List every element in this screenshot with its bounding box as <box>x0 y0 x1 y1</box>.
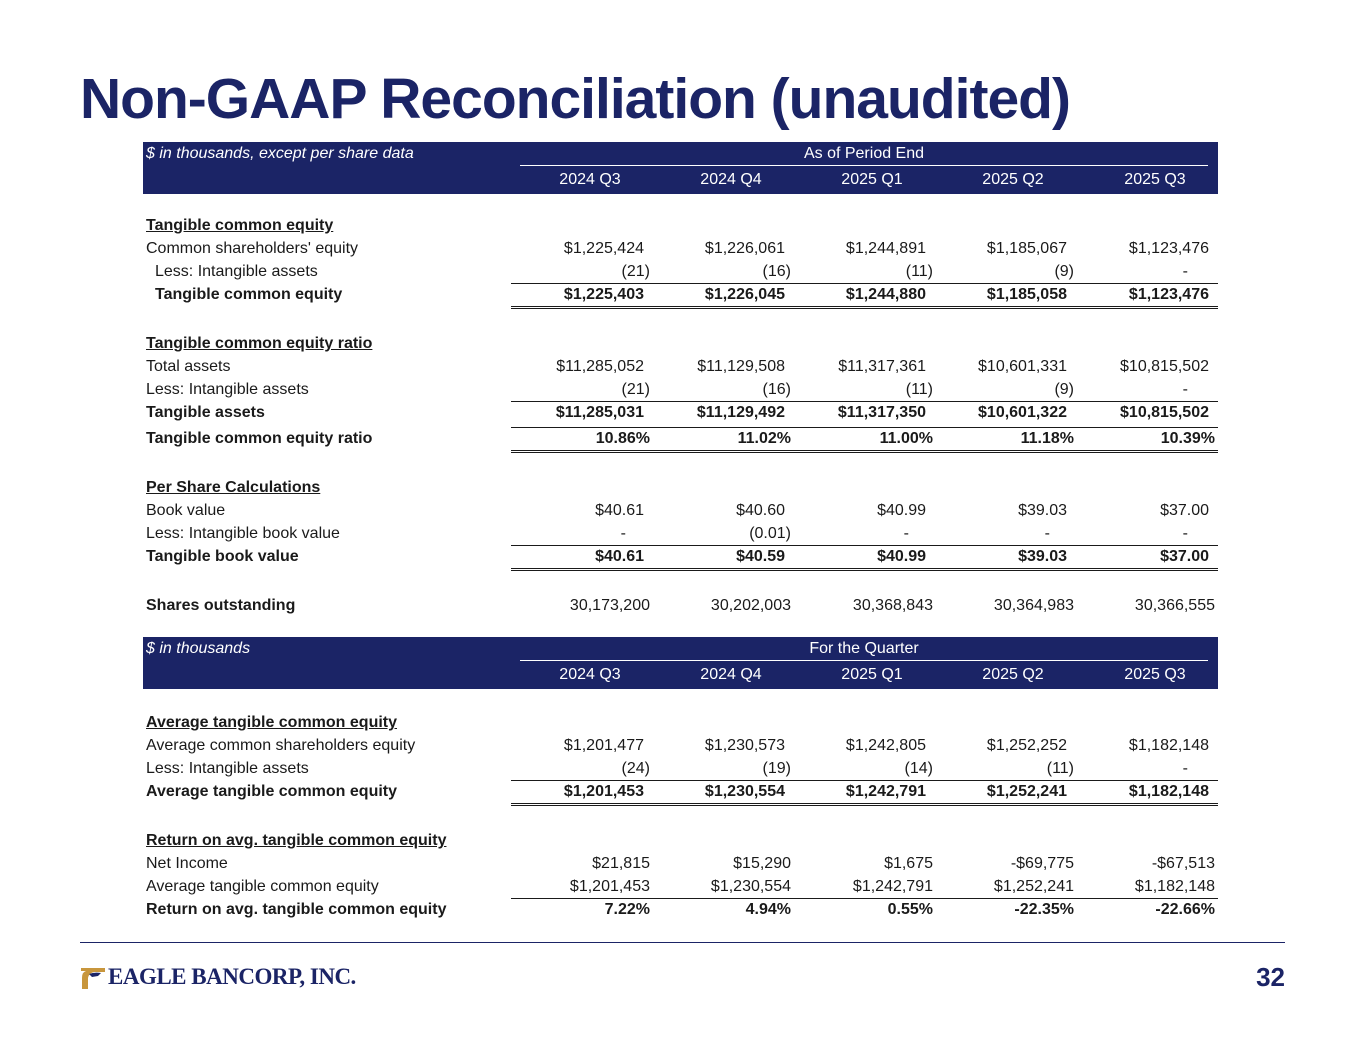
table-row: Average tangible common equity $1,201,453 $1,230,554 $1,242,791 $1,252,241 $1,182,148 <box>146 878 1215 895</box>
section-heading: Return on avg. tangible common equity <box>146 832 447 849</box>
shares-outstanding-row: Shares outstanding 30,173,200 30,202,003 30,368,843 30,364,983 30,366,555 <box>146 597 1215 614</box>
table-row: Net Income $21,815 $15,290 $1,675 -$69,775 -$67,513 <box>146 855 1215 872</box>
column-header: 2025 Q3 <box>1124 666 1186 683</box>
period-end-table <box>143 142 1218 617</box>
table-row-total: Tangible book value $40.61 $40.59 $40.99 $39.03 $37.00 <box>143 545 1218 568</box>
table-row-total: Tangible common equity $1,225,403 $1,226,045 $1,244,880 $1,185,058 $1,123,476 <box>143 283 1218 306</box>
units-label: $ in thousands, except per share data <box>146 145 414 162</box>
column-header: 2025 Q1 <box>841 171 903 188</box>
table-row: Less: Intangible assets (21) (16) (11) (9) - <box>146 381 1188 398</box>
table-row: Common shareholders' equity $1,225,424 $1,226,061 $1,244,891 $1,185,067 $1,123,476 <box>146 240 1209 257</box>
table-row: Total assets $11,285,052 $11,129,508 $11,317,361 $10,601,331 $10,815,502 <box>146 358 1209 375</box>
footer-divider <box>80 942 1285 943</box>
table-header <box>143 142 1218 194</box>
eagle-icon <box>80 964 106 990</box>
page-title: Non-GAAP Reconciliation (unaudited) <box>80 67 1070 131</box>
column-header: 2025 Q2 <box>982 666 1044 683</box>
table-row: Average common shareholders equity $1,201,477 $1,230,573 $1,242,805 $1,252,252 $1,182,148 <box>146 737 1209 754</box>
column-header: 2024 Q3 <box>559 666 621 683</box>
quarter-table <box>143 637 1218 921</box>
column-header: 2024 Q4 <box>700 666 762 683</box>
table-header <box>143 637 1218 689</box>
table-row-total: Tangible assets $11,285,031 $11,129,492 $11,317,350 $10,601,322 $10,815,502 <box>143 401 1218 424</box>
group-label: As of Period End <box>520 145 1208 166</box>
column-header: 2024 Q4 <box>700 171 762 188</box>
table-row: Less: Intangible book value - (0.01) - - - <box>146 525 1188 542</box>
table-row: Book value $40.61 $40.60 $40.99 $39.03 $37.00 <box>146 502 1209 519</box>
column-header: 2024 Q3 <box>559 171 621 188</box>
table-row-total: Average tangible common equity $1,201,453 $1,230,554 $1,242,791 $1,252,241 $1,182,148 <box>143 780 1218 803</box>
table-row: Less: Intangible assets (24) (19) (14) (11) - <box>146 760 1188 777</box>
column-header: 2025 Q2 <box>982 171 1044 188</box>
table-row: Less: Intangible assets (21) (16) (11) (9) - <box>155 263 1188 280</box>
logo-text: EAGLE BANCORP, INC. <box>108 964 356 989</box>
company-logo <box>80 962 356 992</box>
table-row-total: Return on avg. tangible common equity 7.22% 4.94% 0.55% -22.35% -22.66% <box>143 898 1218 921</box>
units-label: $ in thousands <box>146 640 251 657</box>
section-heading: Tangible common equity ratio <box>146 335 373 352</box>
table-row-total: Tangible common equity ratio 10.86% 11.02% 11.00% 11.18% 10.39% <box>143 427 1218 450</box>
column-header: 2025 Q3 <box>1124 171 1186 188</box>
column-header: 2025 Q1 <box>841 666 903 683</box>
group-label: For the Quarter <box>520 640 1208 661</box>
section-heading: Tangible common equity <box>146 217 334 234</box>
section-heading: Average tangible common equity <box>146 714 398 731</box>
page-number: 32 <box>1256 962 1285 992</box>
section-heading: Per Share Calculations <box>146 479 321 496</box>
